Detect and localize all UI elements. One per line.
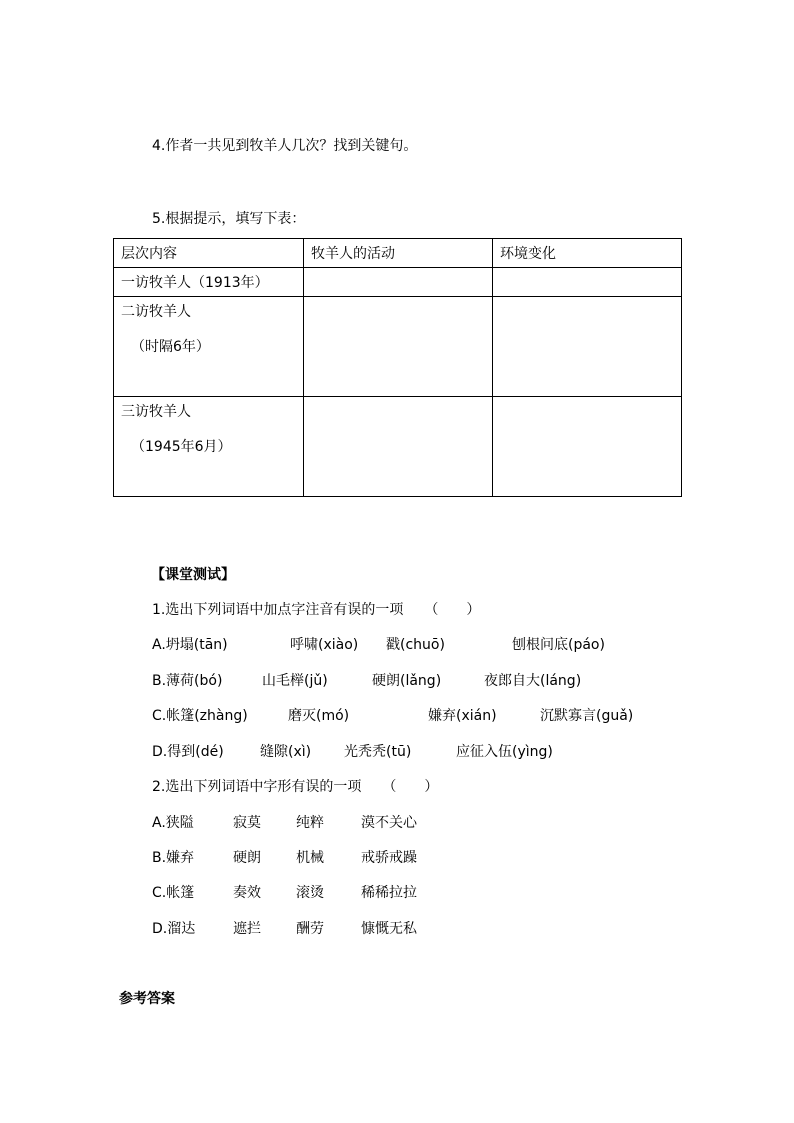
header-cell: 层次内容 xyxy=(114,239,304,268)
option-item: 刨根问底(páo) xyxy=(512,637,605,653)
option-item: 硬朗 xyxy=(233,850,261,866)
option-item: 机械 xyxy=(296,850,324,866)
test-question-1: 1.选出下列词语中加点字注音有误的一项 （ ） xyxy=(152,602,481,618)
option-item: B.嫌弃 xyxy=(152,850,195,866)
row-label-cell xyxy=(114,297,304,397)
option-item: 戒骄戒躁 xyxy=(361,850,417,866)
answer-title: 参考答案 xyxy=(119,991,175,1007)
answer-cell[interactable] xyxy=(304,268,493,297)
option-item: 奏效 xyxy=(233,885,261,901)
option-item: C.帐篷(zhàng) xyxy=(152,708,248,724)
table-row xyxy=(114,397,682,497)
option-item: 戳(chuō) xyxy=(386,637,445,653)
answer-cell[interactable] xyxy=(493,297,682,397)
option-item: A.狭隘 xyxy=(152,815,194,831)
option-item: 寂莫 xyxy=(233,815,261,831)
option-item: 山毛榉(jǔ) xyxy=(262,673,328,689)
question-4: 4.作者一共见到牧羊人几次？找到关键句。 xyxy=(152,138,418,154)
header-cell: 牧羊人的活动 xyxy=(304,239,493,268)
option-item: 光秃秃(tū) xyxy=(344,744,412,760)
answer-cell[interactable] xyxy=(304,297,493,397)
option-item: C.帐篷 xyxy=(152,885,195,901)
row-label: 一访牧羊人（1913年） xyxy=(121,275,269,291)
option-item: 漠不关心 xyxy=(361,815,417,831)
option-item: B.薄荷(bó) xyxy=(152,673,223,689)
row-sublabel: （1945年6月） xyxy=(131,439,232,455)
row-label-cell xyxy=(114,397,304,497)
header-cell: 环境变化 xyxy=(493,239,682,268)
row-sublabel: （时隔6年） xyxy=(131,339,210,355)
option-item: 磨灭(mó) xyxy=(288,708,350,724)
table-row xyxy=(114,297,682,397)
option-item: 硬朗(lǎng) xyxy=(372,673,442,689)
option-item: D.得到(dé) xyxy=(152,744,224,760)
option-item: 缝隙(xì) xyxy=(260,744,312,760)
fill-table xyxy=(113,238,682,497)
option-item: 沉默寡言(guǎ) xyxy=(540,708,634,724)
row-label: 二访牧羊人 xyxy=(121,304,191,320)
question-5: 5.根据提示，填写下表： xyxy=(152,211,306,227)
test-question-2: 2.选出下列词语中字形有误的一项 （ ） xyxy=(152,779,439,795)
option-item: D.溜达 xyxy=(152,921,196,937)
option-item: 遮拦 xyxy=(233,921,261,937)
option-item: 酬劳 xyxy=(296,921,324,937)
row-label: 三访牧羊人 xyxy=(121,404,191,420)
option-item: 应征入伍(yìng) xyxy=(456,744,553,760)
option-item: A.坍塌(tān) xyxy=(152,637,228,653)
option-item: 纯粹 xyxy=(296,815,324,831)
option-item: 稀稀拉拉 xyxy=(361,885,417,901)
option-item: 夜郎自大(láng) xyxy=(484,673,582,689)
answer-cell[interactable] xyxy=(493,397,682,497)
option-item: 慷慨无私 xyxy=(361,921,417,937)
row-label-cell xyxy=(114,268,304,297)
option-item: 嫌弃(xián) xyxy=(428,708,497,724)
option-item: 滚烫 xyxy=(296,885,324,901)
table-header-row xyxy=(114,239,682,268)
table-row xyxy=(114,268,682,297)
option-item: 呼啸(xiào) xyxy=(290,637,359,653)
section-title: 【课堂测试】 xyxy=(151,567,235,583)
answer-cell[interactable] xyxy=(304,397,493,497)
answer-cell[interactable] xyxy=(493,268,682,297)
